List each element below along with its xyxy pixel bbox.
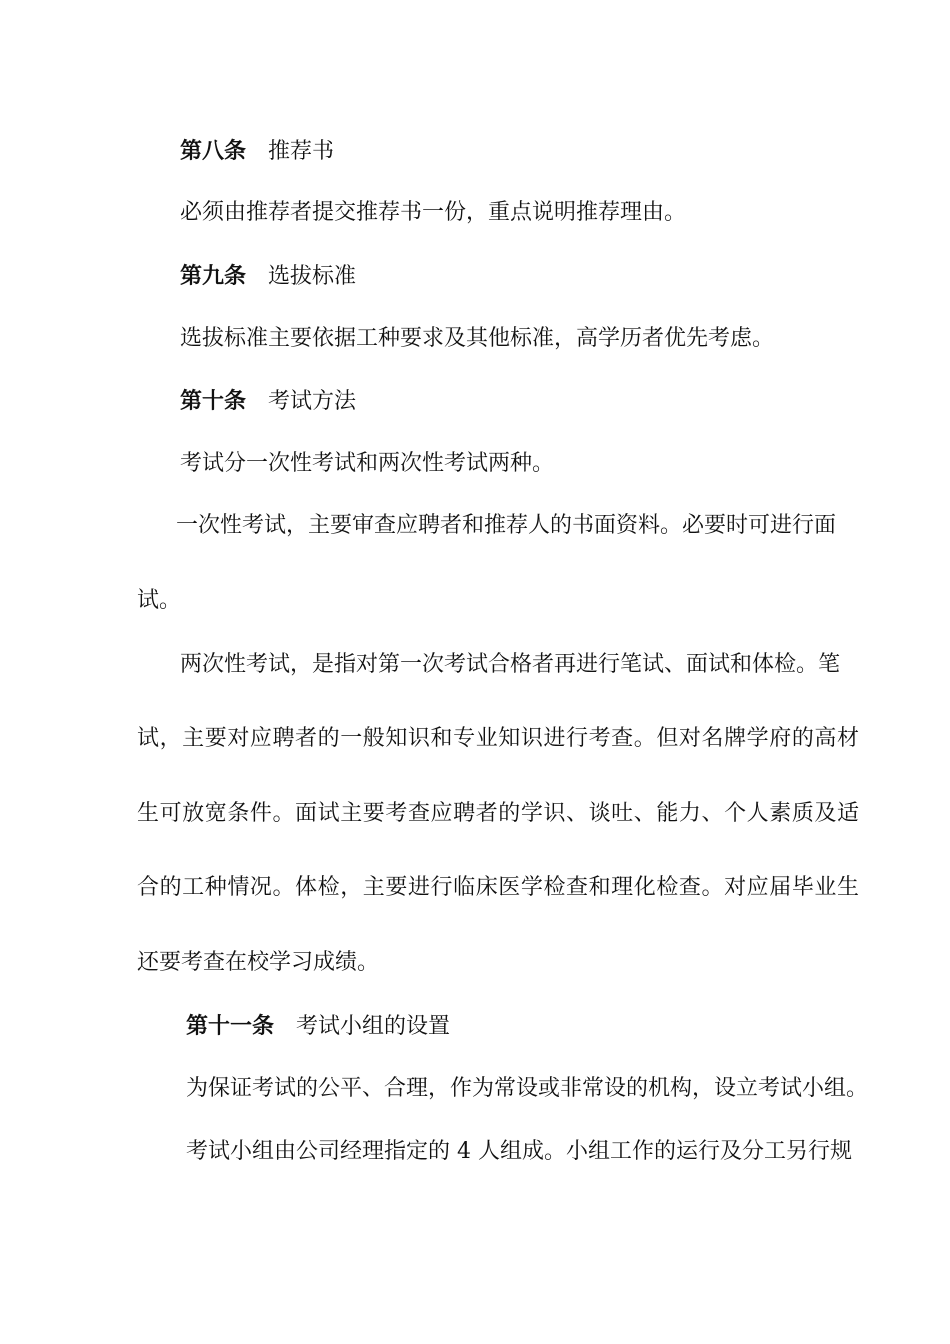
paragraph-line: 选拔标准主要依据工种要求及其他标准，高学历者优先考虑。 bbox=[180, 326, 775, 351]
article-11-heading bbox=[186, 1011, 450, 1041]
article-10-heading bbox=[180, 386, 356, 416]
article-8-number: 第八条 bbox=[180, 138, 247, 164]
article-9-number: 第九条 bbox=[180, 263, 247, 289]
article-8-heading bbox=[180, 136, 334, 166]
paragraph-line: 还要考查在校学习成绩。 bbox=[137, 950, 380, 975]
paragraph-line: 一次性考试，主要审查应聘者和推荐人的书面资料。必要时可进行面 bbox=[176, 513, 837, 538]
article-10-title: 考试方法 bbox=[268, 389, 357, 414]
article-11-title: 考试小组的设置 bbox=[296, 1014, 451, 1039]
paragraph-line: 试。 bbox=[137, 588, 182, 613]
paragraph-line: 考试小组由公司经理指定的 4 人组成。小组工作的运行及分工另行规 bbox=[186, 1139, 852, 1164]
paragraph-line: 试，主要对应聘者的一般知识和专业知识进行考查。但对名牌学府的高材 bbox=[137, 726, 859, 751]
paragraph-line: 必须由推荐者提交推荐书一份，重点说明推荐理由。 bbox=[180, 200, 687, 225]
article-8-title: 推荐书 bbox=[268, 139, 335, 164]
article-9-heading bbox=[180, 261, 356, 291]
article-9-title: 选拔标准 bbox=[268, 264, 357, 289]
paragraph-line: 合的工种情况。体检，主要进行临床医学检查和理化检查。对应届毕业生 bbox=[137, 875, 859, 900]
paragraph-line: 两次性考试，是指对第一次考试合格者再进行笔试、面试和体检。笔 bbox=[180, 652, 841, 677]
paragraph-line: 为保证考试的公平、合理，作为常设或非常设的机构，设立考试小组。 bbox=[186, 1076, 869, 1101]
paragraph-line: 考试分一次性考试和两次性考试两种。 bbox=[180, 451, 555, 476]
article-10-number: 第十条 bbox=[180, 388, 247, 414]
paragraph-line: 生可放宽条件。面试主要考查应聘者的学识、谈吐、能力、个人素质及适 bbox=[137, 801, 859, 826]
article-11-number: 第十一条 bbox=[186, 1013, 275, 1039]
